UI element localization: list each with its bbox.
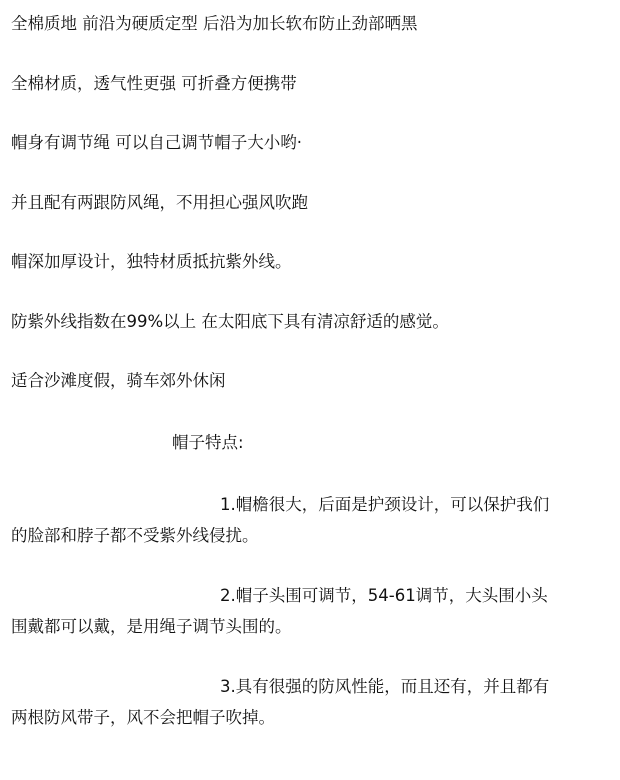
feature-item-line: 的脸部和脖子都不受紫外线侵扰。: [11, 526, 259, 545]
description-line: 并且配有两跟防风绳，不用担心强风吹跑: [11, 193, 308, 212]
feature-item: [11, 489, 620, 551]
feature-item-line: 围戴都可以戴，是用绳子调节头围的。: [11, 617, 292, 636]
description-line: 帽深加厚设计，独特材质抵抗紫外线。: [11, 252, 292, 271]
feature-item: [11, 671, 620, 733]
features-heading: 帽子特点:: [172, 433, 244, 452]
description-line: 防紫外线指数在99%以上 在太阳底下具有清凉舒适的感觉。: [11, 312, 449, 331]
description-line: 全棉质地 前沿为硬质定型 后沿为加长软布防止劲部晒黑: [11, 14, 418, 33]
feature-item-line: 两根防风带子，风不会把帽子吹掉。: [11, 708, 275, 727]
description-line: 全棉材质，透气性更强 可折叠方便携带: [11, 74, 297, 93]
feature-item-line: 3.具有很强的防风性能，而且还有，并且都有: [220, 677, 550, 696]
description-line: 帽身有调节绳 可以自己调节帽子大小哟·: [11, 133, 302, 152]
feature-item-line: 1.帽檐很大，后面是护颈设计，可以保护我们: [220, 495, 550, 514]
feature-item: [11, 580, 620, 642]
feature-item-line: 2.帽子头围可调节，54-61调节，大头围小头: [220, 586, 548, 605]
description-line: 适合沙滩度假，骑车郊外休闲: [11, 371, 226, 390]
